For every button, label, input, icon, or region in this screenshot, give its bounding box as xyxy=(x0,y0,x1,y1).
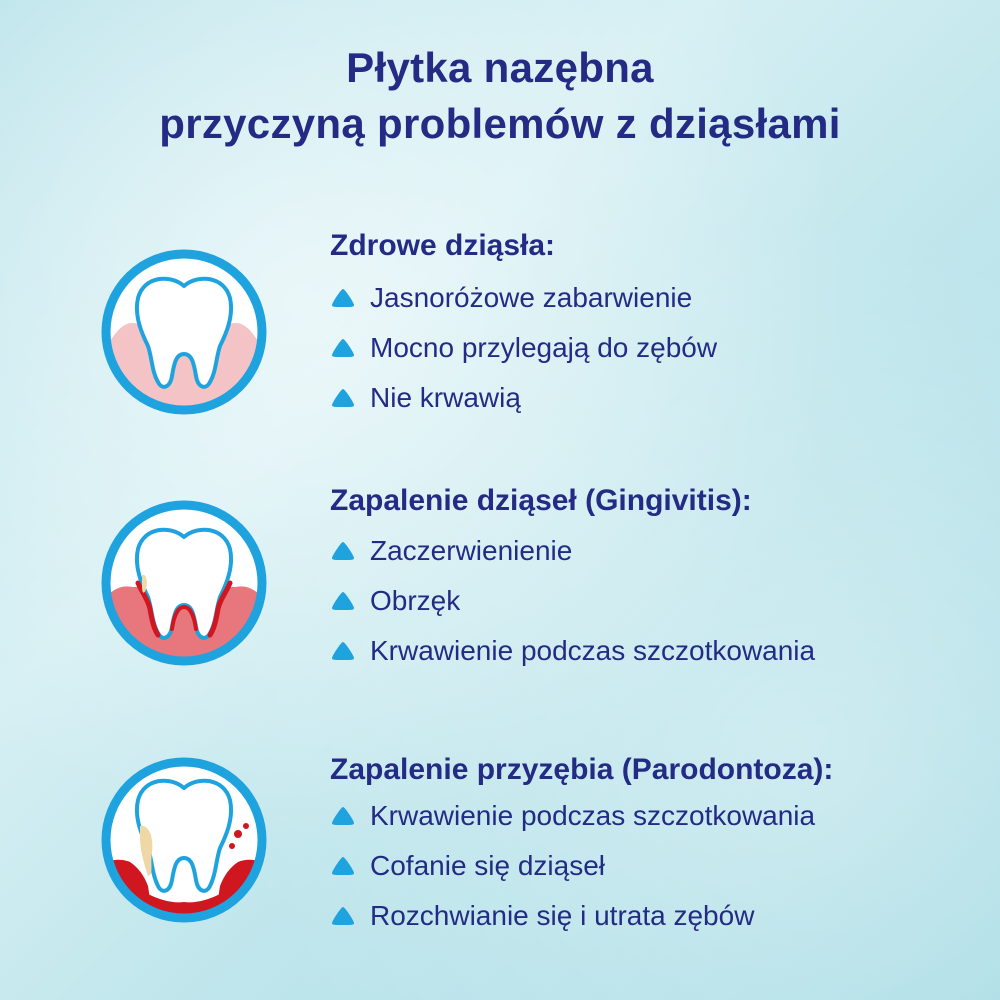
bullet-icon xyxy=(330,855,356,877)
list-item xyxy=(330,323,717,373)
bullet-icon xyxy=(330,640,356,662)
title-line-1: Płytka nazębna xyxy=(346,44,654,91)
healthy-tooth-icon xyxy=(98,246,270,418)
symptom-list xyxy=(330,526,815,676)
list-item xyxy=(330,891,815,941)
bullet-icon xyxy=(330,905,356,927)
list-item-label: Mocno przylegają do zębów xyxy=(370,332,718,363)
list-item xyxy=(330,526,815,576)
list-item xyxy=(330,626,815,676)
list-item xyxy=(330,373,717,423)
page-title xyxy=(0,40,1000,152)
bullet-icon xyxy=(330,337,356,359)
list-item-label: Zaczerwienienie xyxy=(370,535,573,566)
list-item xyxy=(330,273,717,323)
section-heading: Zapalenie przyzębia (Parodontoza): xyxy=(330,753,834,786)
symptom-list xyxy=(330,273,717,423)
gingivitis-tooth-icon xyxy=(98,497,270,669)
list-item-label: Obrzęk xyxy=(370,585,461,616)
list-item-label: Krwawienie podczas szczotkowania xyxy=(370,635,816,666)
list-item xyxy=(330,841,815,891)
bullet-icon xyxy=(330,590,356,612)
periodontitis-tooth-icon xyxy=(98,754,270,926)
list-item-label: Jasnoróżowe zabarwienie xyxy=(370,282,693,313)
bullet-icon xyxy=(330,540,356,562)
list-item-label: Cofanie się dziąseł xyxy=(370,850,606,881)
section-heading: Zdrowe dziąsła: xyxy=(330,229,556,262)
list-item xyxy=(330,576,815,626)
section-heading: Zapalenie dziąseł (Gingivitis): xyxy=(330,484,752,517)
list-item xyxy=(330,791,815,841)
list-item-label: Nie krwawią xyxy=(370,382,521,413)
list-item-label: Rozchwianie się i utrata zębów xyxy=(370,900,755,931)
list-item-label: Krwawienie podczas szczotkowania xyxy=(370,800,816,831)
bullet-icon xyxy=(330,287,356,309)
bullet-icon xyxy=(330,805,356,827)
bullet-icon xyxy=(330,387,356,409)
title-line-2: przyczyną problemów z dziąsłami xyxy=(159,100,841,147)
symptom-list xyxy=(330,791,815,941)
